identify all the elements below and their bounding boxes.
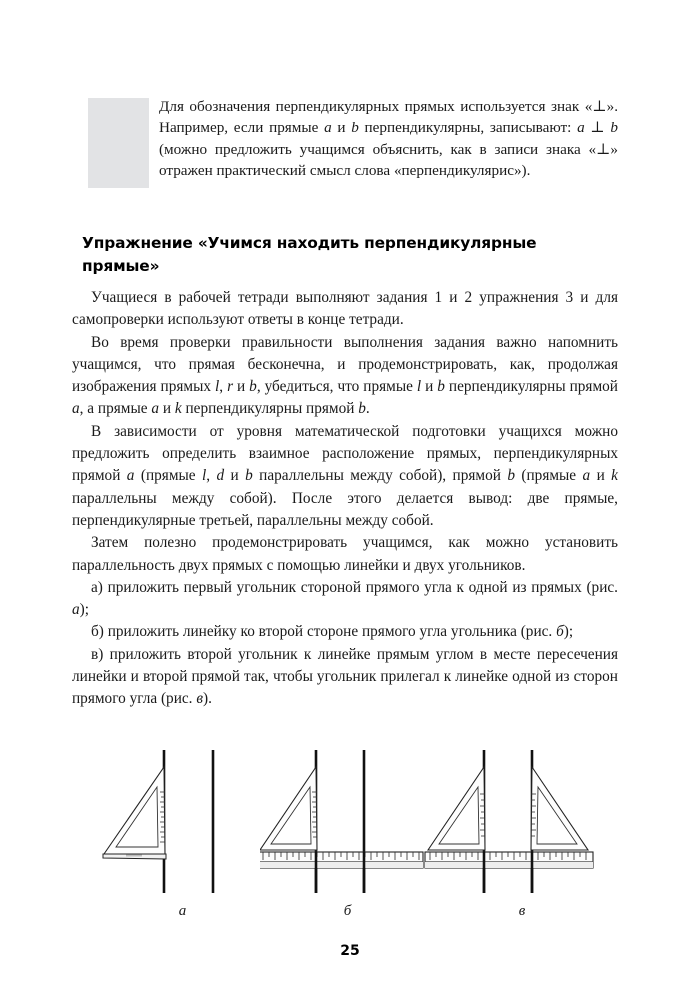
variable-b2: b [610,119,618,137]
variable-a2: a [577,119,585,137]
paragraph-6: б) приложить линейку ко второй стороне прямого угла угольника (рис. б); [91,623,574,641]
callout-text [159,96,618,182]
paragraph-4: Затем полезно продемонстрировать учащимся, как можно установить параллельность двух прямых с помощью линейки и двух угольников. [72,534,618,574]
paragraph-2: Во время проверки правильности выполнения задания важно напомнить учащимся, что прямая бесконечна, и продемонстрировать, как, продолжая изображения прямых l, r и b, убедиться, что прямые l и b перпендикулярны прямой a, а прямые a и k перпендикулярны прямой b. [72,333,618,418]
figure-group [72,748,628,933]
paragraph-5: а) приложить первый угольник стороной прямого угла к одной из прямых (рис. а); [72,578,618,619]
paragraph-7: в) приложить второй угольник к линейке прямым углом в месте пересечения линейки и второй прямой так, чтобы угольник прилегал к линейке одной из сторон прямого угла (рис. в). [72,645,618,708]
variable-a: a [324,119,332,137]
figure-a-label: а [178,903,187,919]
figure-a [100,748,265,919]
variable-b: b [351,119,359,137]
figure-b-drawing [260,748,435,898]
figure-a-drawing [100,748,265,898]
figure-b-label: б [343,903,352,919]
paragraph-1: Учащиеся в рабочей тетради выполняют задания 1 и 2 упражнения 3 и для самопроверки используют ответы в конце тетради. [72,289,618,329]
section-heading: Упражнение «Учимся находить перпендикулярные прямые» [82,234,537,275]
page-number: 25 [340,943,360,959]
figure-c-drawing [422,748,622,898]
paragraph-3: В зависимости от уровня математической подготовки учащихся можно предложить определить взаимное расположение прямых, перпендикулярных прямой a (прямые l, d и b параллельны между собой), прямой b (прямые a и k параллельны между собой). После этого делается вывод: две прямые, перпендикулярные третьей, параллельны между собой. [72,422,618,529]
body-text [72,287,618,711]
figure-b [260,748,435,919]
callout-gray-swatch [88,98,149,188]
figure-c-label: в [518,903,526,919]
callout-line-1: Для обозначения перпендикулярных прямых используется знак «⊥». Например, если прямые a и b перпендикулярны, записывают: a ⊥ b (можно предложить учащимся объяснить, как в записи знака «⊥» отражен практический смысл слова «перпендикулярис»). [159,98,618,180]
figure-c [422,748,622,919]
callout-block [88,96,618,182]
